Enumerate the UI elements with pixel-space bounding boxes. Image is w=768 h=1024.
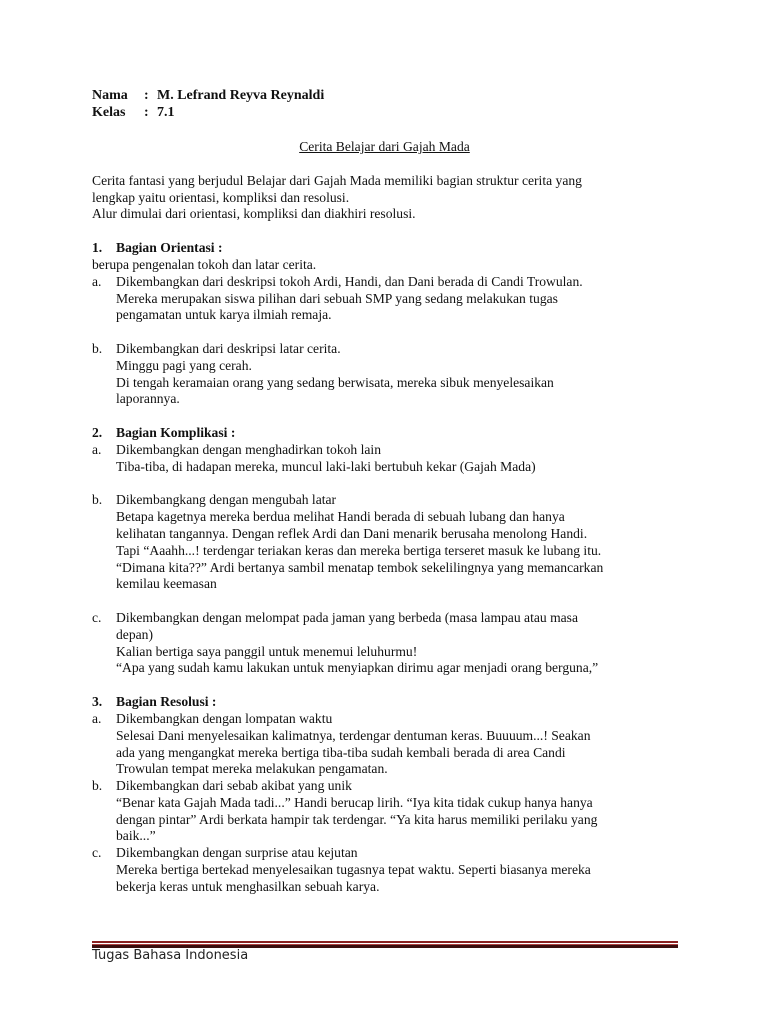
list-item-line: Dikembangkan dari sebab akibat yang unik <box>116 778 352 794</box>
section-lead: berupa pengenalan tokoh dan latar cerita. <box>92 256 317 272</box>
name-label: Nama <box>92 88 128 103</box>
list-item-line: “Benar kata Gajah Mada tadi...” Handi berucap lirih. “Iya kita tidak cukup hanya hanya <box>116 794 593 810</box>
spacer <box>92 476 692 493</box>
list-marker: b. <box>92 778 103 794</box>
section-title: Bagian Komplikasi : <box>116 425 236 441</box>
list-item-body <box>116 492 692 593</box>
list-item-body <box>116 442 692 476</box>
list-marker: b. <box>92 340 103 356</box>
list-item-line: depan) <box>116 626 153 642</box>
list-item-body <box>116 845 692 895</box>
name-colon: : <box>144 88 149 103</box>
list-item <box>92 845 692 895</box>
class-colon: : <box>144 105 149 120</box>
list-item-line: Kalian bertiga saya panggil untuk menemui leluhurmu! <box>116 643 418 659</box>
document-page <box>92 87 692 896</box>
list-item <box>92 711 692 778</box>
list-marker: c. <box>92 609 102 625</box>
list-item-body <box>116 778 692 845</box>
section-number: 1. <box>92 240 103 256</box>
list-item <box>92 778 692 845</box>
list-item <box>92 341 692 408</box>
intro-paragraph <box>92 173 692 223</box>
list-item-body <box>116 711 692 778</box>
name-row <box>92 87 692 104</box>
list-item-line: kemilau keemasan <box>116 576 217 592</box>
class-row <box>92 104 692 121</box>
section-number: 3. <box>92 694 103 710</box>
intro-line: lengkap yaitu orientasi, kompliksi dan resolusi. <box>92 189 350 205</box>
spacer <box>92 593 692 610</box>
list-item-line: Mereka bertiga bertekad menyelesaikan tugasnya tepat waktu. Seperti biasanya mereka <box>116 862 591 878</box>
section-heading <box>92 694 692 711</box>
list-item-line: Dikembangkan dengan menghadirkan tokoh lain <box>116 441 382 457</box>
class-value: 7.1 <box>157 105 175 120</box>
list-item <box>92 442 692 476</box>
sections-container <box>92 240 692 895</box>
list-item-line: Dikembangkan dari deskripsi tokoh Ardi, Handi, dan Dani berada di Candi Trowulan. <box>116 273 583 289</box>
list-item-line: “Apa yang sudah kamu lakukan untuk menyiapkan dirimu agar menjadi orang berguna,” <box>116 660 599 676</box>
list-item-line: Minggu pagi yang cerah. <box>116 357 252 373</box>
list-item-line: laporannya. <box>116 391 180 407</box>
list-item-line: Di tengah keramaian orang yang sedang berwisata, mereka sibuk menyelesaikan <box>116 374 554 390</box>
list-item-body <box>116 274 692 324</box>
list-item-line: ada yang mengangkat mereka bertiga tiba-tiba sudah kembali berada di area Candi <box>116 744 566 760</box>
list-item-line: kelihatan tangannya. Dengan reflek Ardi dan Dani menarik berusaha menolong Handi. <box>116 525 588 541</box>
section-heading <box>92 240 692 257</box>
footer-text: Tugas Bahasa Indonesia <box>92 948 249 963</box>
section-heading <box>92 425 692 442</box>
list-item-line: Betapa kagetnya mereka berdua melihat Handi berada di sebuah lubang dan hanya <box>116 509 565 525</box>
list-marker: c. <box>92 845 102 861</box>
list-item <box>92 492 692 593</box>
section-title: Bagian Resolusi : <box>116 694 217 710</box>
list-item-line: “Dimana kita??” Ardi bertanya sambil menatap tembok sekelilingnya yang memancarkan <box>116 559 604 575</box>
list-item-line: Dikembangkan dari deskripsi latar cerita. <box>116 340 341 356</box>
list-item-line: Selesai Dani menyelesaikan kalimatnya, terdengar dentuman keras. Buuuum...! Seakan <box>116 727 591 743</box>
list-item-line: bekerja keras untuk menghasilkan sebuah karya. <box>116 878 380 894</box>
list-marker: b. <box>92 492 103 508</box>
intro-line: Cerita fantasi yang berjudul Belajar dari Gajah Mada memiliki bagian struktur cerita yang <box>92 172 582 188</box>
list-item-body <box>116 341 692 408</box>
section-number: 2. <box>92 425 103 441</box>
list-item-line: baik...” <box>116 828 156 844</box>
list-item-line: pengamatan untuk karya ilmiah remaja. <box>116 307 332 323</box>
list-item-line: Trowulan tempat mereka melakukan pengamatan. <box>116 761 388 777</box>
spacer <box>92 324 692 341</box>
list-item <box>92 610 692 677</box>
class-label: Kelas <box>92 105 126 120</box>
list-item-line: Dikembangkan dengan surprise atau kejutan <box>116 845 358 861</box>
list-item-line: Tiba-tiba, di hadapan mereka, muncul laki-laki bertubuh kekar (Gajah Mada) <box>116 458 536 474</box>
list-item <box>92 274 692 324</box>
list-item-line: Tapi “Aaahh...! terdengar teriakan keras dan mereka bertiga terseret masuk ke lubang itu. <box>116 542 602 558</box>
document-title: Cerita Belajar dari Gajah Mada <box>299 139 470 154</box>
list-item-line: Dikembangkan dengan lompatan waktu <box>116 710 333 726</box>
list-item-line: Dikembangkan dengan melompat pada jaman yang berbeda (masa lampau atau masa <box>116 609 579 625</box>
list-item-line: dengan pintar” Ardi berkata hampir tak terdengar. “Ya kita harus memiliki perilaku yang <box>116 811 598 827</box>
section-title: Bagian Orientasi : <box>116 240 223 256</box>
intro-line: Alur dimulai dari orientasi, kompliksi dan diakhiri resolusi. <box>92 206 416 222</box>
list-item-line: Dikembangkang dengan mengubah latar <box>116 492 337 508</box>
footer-divider <box>92 941 678 948</box>
list-item-body <box>116 610 692 677</box>
list-marker: a. <box>92 710 102 726</box>
list-marker: a. <box>92 273 102 289</box>
list-marker: a. <box>92 441 102 457</box>
list-item-line: Mereka merupakan siswa pilihan dari sebuah SMP yang sedang melakukan tugas <box>116 290 558 306</box>
name-value: M. Lefrand Reyva Reynaldi <box>157 88 325 103</box>
